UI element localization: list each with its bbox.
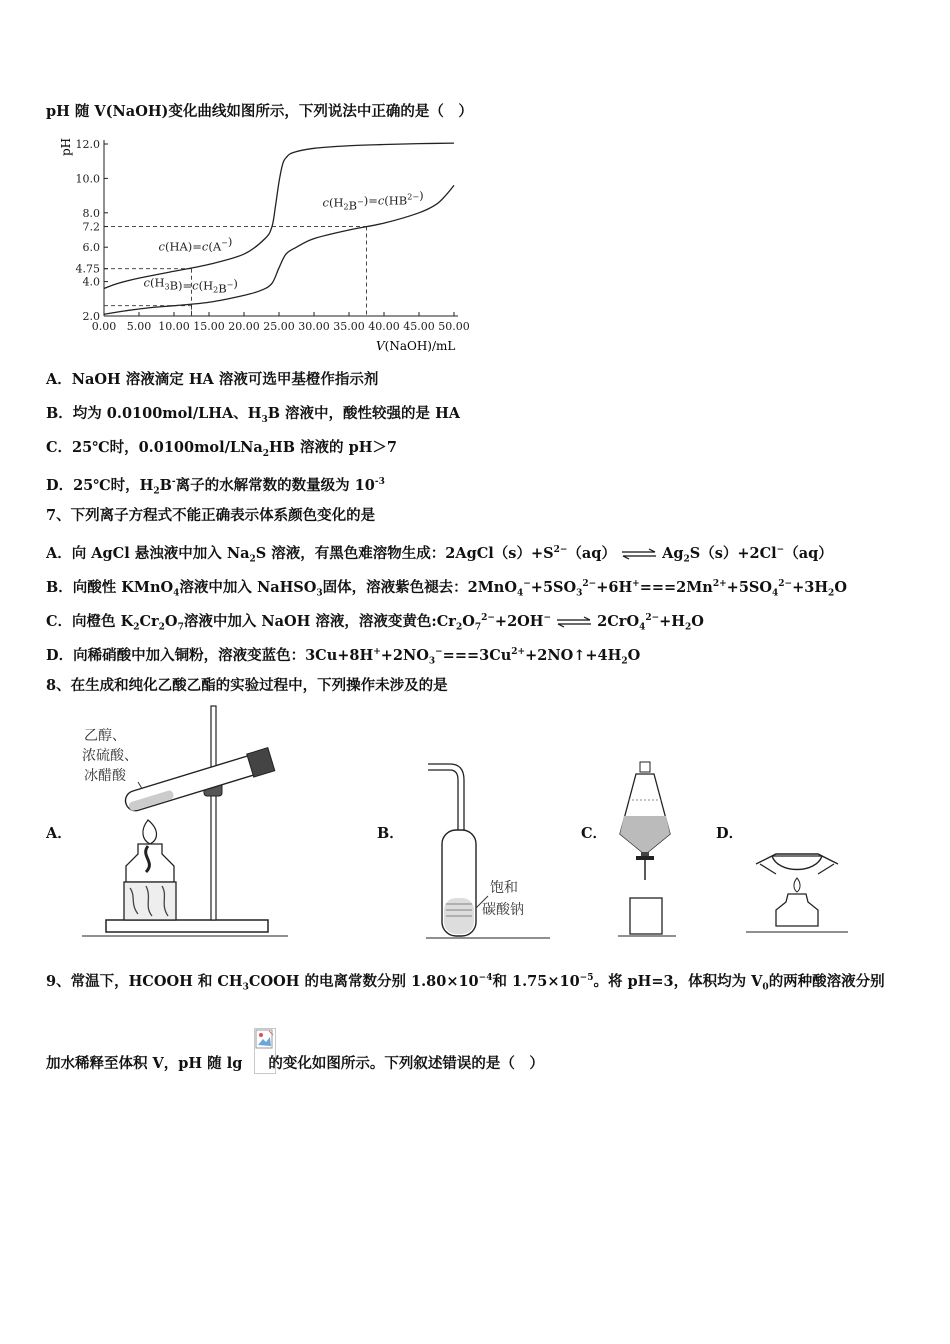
y-tick-label: 12.0	[75, 138, 100, 151]
q8-option-a-label: A．	[46, 825, 72, 842]
equilibrium-arrow-icon	[621, 548, 657, 560]
equilibrium-arrow-icon	[556, 616, 592, 628]
apparatus-gas-collection-tube	[420, 758, 560, 942]
y-tick-label: 2.0	[82, 310, 100, 323]
q7-stem: 7、下列离子方程式不能正确表示体系颜色变化的是	[46, 507, 376, 524]
q9-stem-line1: 9、常温下，HCOOH 和 $CH_3COOH$ 的电离常数分别 $1.80\times 10^{-4}$和 $1.75\times 10^{-5}$。将 pH=3，体积均为 $V_0$的两种酸溶液分别	[46, 972, 885, 993]
x-tick-label: 20.00	[228, 320, 260, 333]
question-intro: pH 随 V(NaOH)变化曲线如图所示，下列说法中正确的是（ ）	[46, 103, 473, 120]
x-tick-label: 5.00	[126, 320, 152, 333]
x-tick-label: 40.00	[368, 320, 400, 333]
x-axis-label: V(NaOH)/mL	[376, 339, 456, 353]
curve-annotation: $c(H_3B)=c(H_2B^-)$	[143, 275, 238, 296]
x-tick-label: 10.00	[158, 320, 190, 333]
curve-annotation: $c(H_2B^-)=c(HB^{2-})$	[322, 188, 424, 213]
q6-option-c: C．25℃时，0.0100mol/LNa$_2$HB 溶液的 pH＞7	[46, 439, 397, 459]
y-tick-label: 8.0	[82, 206, 100, 220]
apparatus-heating-test-tube	[78, 702, 298, 942]
solution-label-line1: 饱和	[490, 880, 518, 896]
solution-label-line2: 碳酸钠	[482, 902, 524, 918]
q8-stem: 8、在生成和纯化乙酸乙酯的实验过程中，下列操作未涉及的是	[46, 677, 448, 694]
q6-option-a: A．NaOH 溶液滴定 HA 溶液可选甲基橙作指示剂	[46, 371, 379, 388]
y-axis-label: pH	[59, 137, 73, 156]
y-tick-label: 10.0	[75, 172, 100, 186]
x-tick-label: 35.00	[333, 320, 365, 333]
q7-option-d: D．向稀硝酸中加入铜粉，溶液变蓝色：$3Cu+8H^++2NO_3^-===3Cu^{2+}+2NO↑+4H_2O$	[46, 646, 641, 667]
q6-option-b: B．均为 0.0100mol/LHA、$H_3B$ 溶液中，酸性较强的是 HA	[46, 405, 461, 425]
q7-option-c: C．向橙色 $K_2Cr_2O_7$溶液中加入 NaOH 溶液，溶液变黄色$:Cr_2O_7^{2-}+2OH^-$ $2CrO_4^{2-}+H_2O$	[46, 612, 704, 633]
reagent-label-line2: 浓硫酸、	[82, 748, 138, 764]
apparatus-separatory-funnel	[612, 760, 682, 940]
x-tick-label: 50.00	[438, 320, 470, 333]
y-tick-label: 4.75	[75, 262, 100, 276]
y-tick-label: 7.2	[82, 220, 100, 234]
curve-annotation: c(HA)=c(A−)	[158, 234, 233, 254]
x-tick-label: 0.00	[91, 320, 117, 333]
reagent-label-line1: 乙醇、	[84, 728, 126, 744]
x-tick-label: 25.00	[263, 320, 295, 333]
q7-option-b: B．向酸性 KMnO$_4$溶液中加入 NaHSO$_3$固体，溶液紫色褪去：$2MnO_4^-+5SO_3^{2-}+6H^+===2Mn^{2+}+5SO_4^{2-}+3H_2O$	[46, 578, 847, 599]
y-tick-label: 4.0	[82, 275, 100, 289]
q7-option-a: A．向 AgCl 悬浊液中加入 $Na_2S$ 溶液，有黑色难溶物生成：$2AgCl(s)+S^{2-}(aq)$ $Ag_2S(s)+2Cl^-(aq)$	[46, 544, 833, 565]
q8-option-b-label: B．	[377, 825, 404, 842]
q8-option-d-label: D．	[716, 825, 744, 842]
x-tick-label: 15.00	[193, 320, 225, 333]
q6-option-d: D．25℃时，$H_2B^-$离子的水解常数的数量级为 $10^{-3}$	[46, 476, 385, 497]
x-tick-label: 30.00	[298, 320, 330, 333]
x-tick-label: 45.00	[403, 320, 435, 333]
apparatus-evaporating-dish	[742, 836, 852, 940]
ph-titration-chart	[46, 130, 486, 360]
reagent-label-line3: 冰醋酸	[84, 768, 126, 784]
q9-stem-line2: 加水稀释至体积 V，pH 随 lg 的变化如图所示。下列叙述错误的是（ ）	[46, 1055, 544, 1072]
y-tick-label: 6.0	[82, 241, 100, 255]
q8-option-c-label: C．	[581, 825, 608, 842]
